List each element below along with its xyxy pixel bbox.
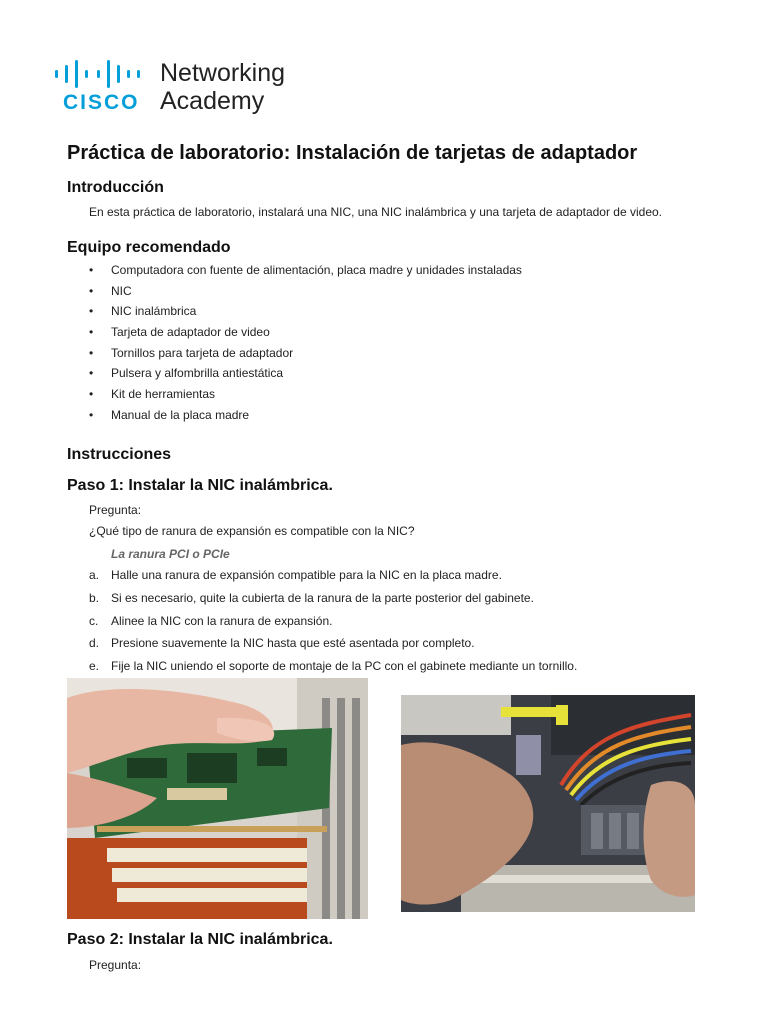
page-title: Práctica de laboratorio: Instalación de tarjetas de adaptador	[67, 142, 638, 164]
cisco-networking-academy-logo	[53, 58, 303, 118]
list-item: • Manual de la placa madre	[89, 407, 250, 422]
list-item: a. Halle una ranura de expansión compatible para la NIC en la placa madre.	[89, 568, 502, 582]
case-interior-photo	[401, 695, 695, 912]
step2-heading: Paso 2: Instalar la NIC inalámbrica.	[67, 931, 333, 948]
list-item: d. Presione suavemente la NIC hasta que esté asentada por completo.	[89, 636, 475, 651]
step1-question: ¿Qué tipo de ranura de expansión es compatible con la NIC?	[89, 524, 415, 538]
list-item: • NIC	[89, 283, 132, 298]
list-item: • Kit de herramientas	[89, 387, 216, 402]
step1-question-label: Pregunta:	[89, 503, 142, 517]
intro-heading: Introducción	[67, 179, 164, 196]
logo-line-networking: Networking	[160, 59, 286, 87]
list-item: e. Fije la NIC uniendo el soporte de montaje de la PC con el gabinete mediante un tornillo.	[89, 659, 578, 674]
cisco-wordmark: CISCO	[63, 91, 140, 114]
step1-heading: Paso 1: Instalar la NIC inalámbrica.	[67, 477, 333, 494]
list-item: • Tarjeta de adaptador de video	[89, 325, 270, 340]
list-item: • Computadora con fuente de alimentación, placa madre y unidades instaladas	[89, 263, 522, 277]
equipment-heading: Equipo recomendado	[67, 239, 231, 256]
list-item: c. Alinee la NIC con la ranura de expansión.	[89, 613, 333, 628]
equipment-list	[89, 263, 522, 429]
list-item: • Tornillos para tarjeta de adaptador	[89, 345, 294, 360]
step1-substeps	[89, 568, 577, 682]
logo-line-academy: Academy	[160, 87, 265, 115]
step1-answer: La ranura PCI o PCIe	[111, 547, 230, 561]
list-item: • Pulsera y alfombrilla antiestática	[89, 366, 284, 381]
nic-installation-photo	[67, 678, 368, 919]
step2-question-label: Pregunta:	[89, 958, 142, 972]
cisco-bars-icon	[53, 58, 153, 88]
list-item: b. Si es necesario, quite la cubierta de la ranura de la parte posterior del gabinete.	[89, 590, 534, 605]
instructions-heading: Instrucciones	[67, 446, 172, 463]
intro-text: En esta práctica de laboratorio, instalará una NIC, una NIC inalámbrica y una tarjeta de adaptador de video.	[89, 205, 662, 219]
list-item: • NIC inalámbrica	[89, 304, 197, 319]
